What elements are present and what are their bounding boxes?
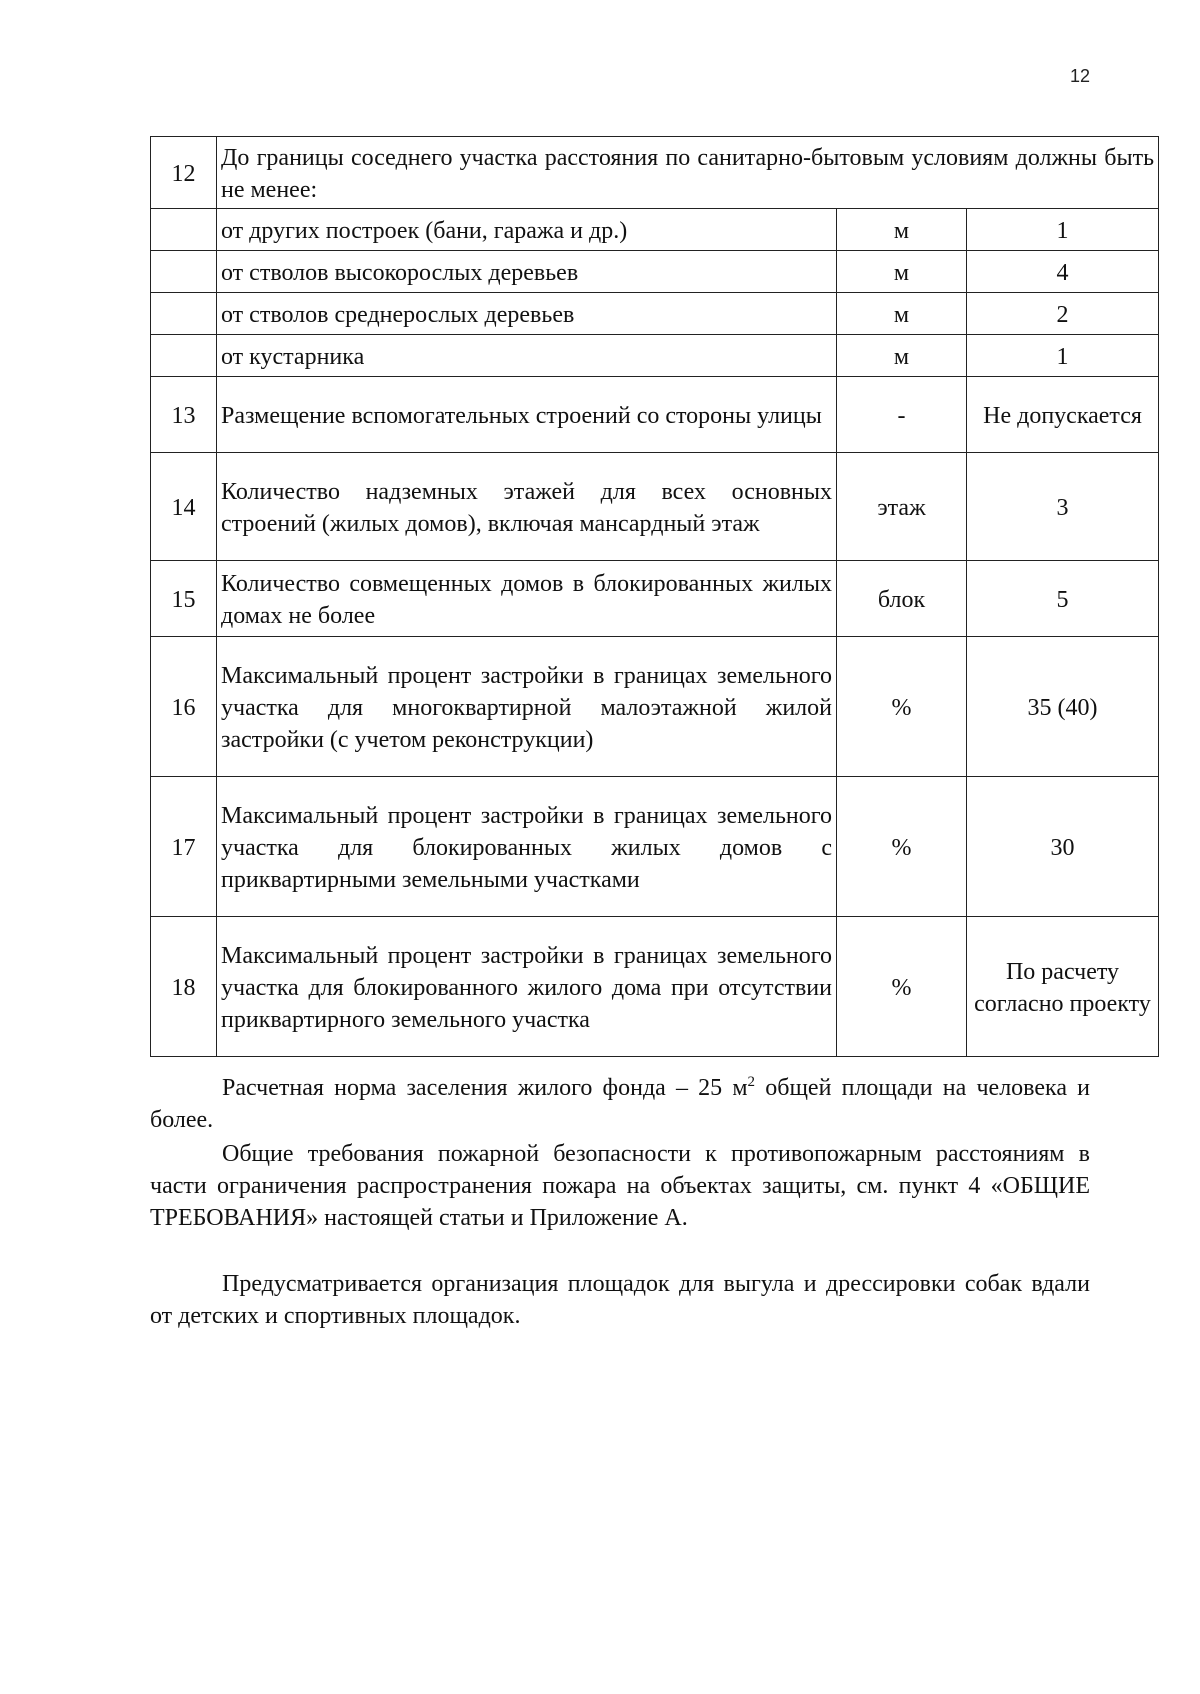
row-number: 12: [151, 137, 217, 209]
row-number-empty: [151, 209, 217, 251]
row-number: 16: [151, 637, 217, 777]
table-row: [151, 377, 1159, 453]
row-unit: %: [837, 917, 967, 1057]
table-row: [151, 293, 1159, 335]
row-value: 35 (40): [967, 637, 1159, 777]
row-value: 30: [967, 777, 1159, 917]
row-description: Максимальный процент застройки в границах земельного участка для блокированного жилого дома при отсутствии приквартирного земельного участка: [217, 917, 837, 1057]
row-value: 1: [967, 209, 1159, 251]
paragraph-text: общей площади на человека и более.: [150, 1075, 1090, 1133]
row-value: 2: [967, 293, 1159, 335]
paragraph-population-norm: [150, 1072, 1090, 1136]
page-number: 12: [1070, 66, 1091, 86]
row-description: от стволов среднерослых деревьев: [217, 293, 837, 335]
row-unit: этаж: [837, 453, 967, 561]
row-description: Количество надземных этажей для всех основных строений (жилых домов), включая мансардный этаж: [217, 453, 837, 561]
row-number: 18: [151, 917, 217, 1057]
table-row: [151, 561, 1159, 637]
paragraph-fire-safety: Общие требования пожарной безопасности к противопожарным расстояниям в части ограничения распространения пожара на объектах защиты, см. пункт 4 «ОБЩИЕ ТРЕБОВАНИЯ» настоящей статьи и Приложение А.: [150, 1141, 1090, 1231]
paragraph-text: Расчетная норма заселения жилого фонда – 25 м: [222, 1075, 748, 1101]
row-description: от стволов высокорослых деревьев: [217, 251, 837, 293]
paragraph-dog-areas: Предусматривается организация площадок для выгула и дрессировки собак вдали от детских и спортивных площадок.: [150, 1271, 1090, 1329]
row-number: 13: [151, 377, 217, 453]
row-description: от других построек (бани, гаража и др.): [217, 209, 837, 251]
row-value: Не допускается: [967, 377, 1159, 453]
table-row: [151, 137, 1159, 209]
row-number: 17: [151, 777, 217, 917]
row-number: 15: [151, 561, 217, 637]
row-heading: До границы соседнего участка расстояния по санитарно-бытовым условиям должны быть не менее:: [217, 137, 1159, 209]
row-unit: %: [837, 637, 967, 777]
row-value: 1: [967, 335, 1159, 377]
row-number: 14: [151, 453, 217, 561]
row-value: По расчету согласно проекту: [967, 917, 1159, 1057]
row-number-empty: [151, 251, 217, 293]
table-row: [151, 251, 1159, 293]
table-row: [151, 637, 1159, 777]
table-row: [151, 453, 1159, 561]
row-unit: -: [837, 377, 967, 453]
row-description: Максимальный процент застройки в границах земельного участка для блокированных жилых домов с приквартирными земельными участками: [217, 777, 837, 917]
table-row: [151, 917, 1159, 1057]
table-row: [151, 335, 1159, 377]
row-unit: м: [837, 209, 967, 251]
row-value: 3: [967, 453, 1159, 561]
row-description: Максимальный процент застройки в границах земельного участка для многоквартирной малоэтажной жилой застройки (с учетом реконструкции): [217, 637, 837, 777]
row-unit: м: [837, 335, 967, 377]
regulations-table: [150, 136, 1159, 1057]
superscript: 2: [747, 1074, 756, 1090]
table-row: [151, 777, 1159, 917]
row-number-empty: [151, 335, 217, 377]
row-unit: м: [837, 293, 967, 335]
row-unit: блок: [837, 561, 967, 637]
row-unit: %: [837, 777, 967, 917]
row-unit: м: [837, 251, 967, 293]
table-row: [151, 209, 1159, 251]
row-description: от кустарника: [217, 335, 837, 377]
row-value: 4: [967, 251, 1159, 293]
row-description: Количество совмещенных домов в блокированных жилых домах не более: [217, 561, 837, 637]
row-value: 5: [967, 561, 1159, 637]
row-description: Размещение вспомогательных строений со стороны улицы: [217, 377, 837, 453]
row-number-empty: [151, 293, 217, 335]
